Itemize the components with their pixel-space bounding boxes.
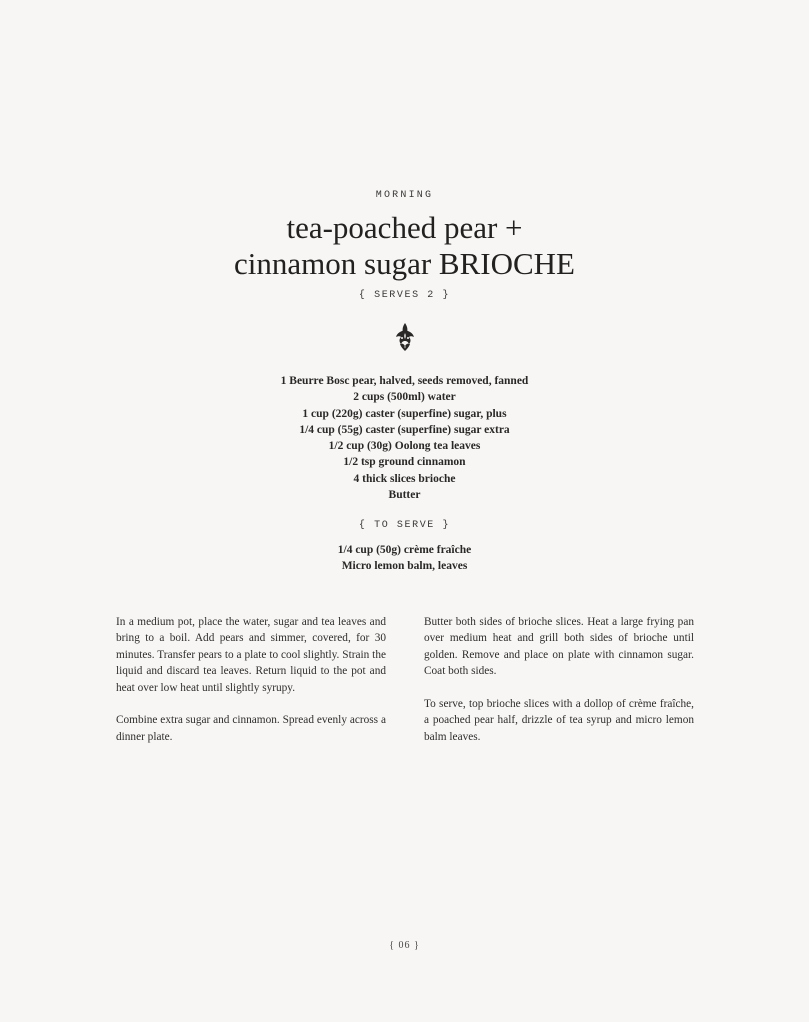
method-paragraph: Butter both sides of brioche slices. Heat a large frying pan over medium heat and grill both sides of brioche until golden. Remove and place on plate with cinnamon sugar. Coat both sides. bbox=[424, 616, 694, 678]
floral-ornament-icon bbox=[394, 322, 416, 352]
method-column-right bbox=[424, 614, 694, 762]
method-column-left bbox=[116, 614, 386, 762]
ingredient-item: 1 cup (220g) caster (superfine) sugar, plus bbox=[302, 407, 507, 420]
ornament bbox=[0, 322, 809, 352]
method-paragraph: In a medium pot, place the water, sugar and tea leaves and bring to a boil. Add pears and simmer, covered, for 30 minutes. Transfer pears to a plate to cool slightly. Strain the liquid and discard tea leaves. Return liquid to the pot and heat over low heat until slightly syrupy. bbox=[116, 616, 386, 694]
ingredient-item: 1 Beurre Bosc pear, halved, seeds removed, fanned bbox=[280, 375, 529, 387]
ingredient-item: 1/2 cup (30g) Oolong tea leaves bbox=[328, 440, 481, 453]
ingredient-item: Butter bbox=[388, 489, 421, 502]
page-number: { 06 } bbox=[389, 940, 420, 951]
method-paragraph: Combine extra sugar and cinnamon. Spread evenly across a dinner plate. bbox=[116, 714, 386, 743]
title-line-1: tea-poached pear + bbox=[286, 210, 523, 245]
recipe-title bbox=[0, 210, 809, 282]
to-serve-list bbox=[0, 542, 809, 575]
section-kicker: MORNING bbox=[375, 190, 434, 201]
serves-label: { SERVES 2 } bbox=[358, 290, 451, 301]
title-line-2: cinnamon sugar BRIOCHE bbox=[234, 246, 575, 281]
ingredient-item: 2 cups (500ml) water bbox=[353, 391, 456, 404]
ingredient-item: 4 thick slices brioche bbox=[353, 472, 456, 485]
to-serve-heading: { TO SERVE } bbox=[358, 520, 451, 531]
serve-item: 1/4 cup (50g) crème fraîche bbox=[337, 544, 472, 556]
serve-item: Micro lemon balm, leaves bbox=[341, 560, 468, 573]
ingredient-item: 1/4 cup (55g) caster (superfine) sugar extra bbox=[299, 423, 510, 436]
ingredients-list bbox=[0, 373, 809, 503]
ingredient-item: 1/2 tsp ground cinnamon bbox=[343, 456, 466, 469]
method-paragraph: To serve, top brioche slices with a dollop of crème fraîche, a poached pear half, drizzle of tea syrup and micro lemon balm leaves. bbox=[424, 698, 694, 743]
